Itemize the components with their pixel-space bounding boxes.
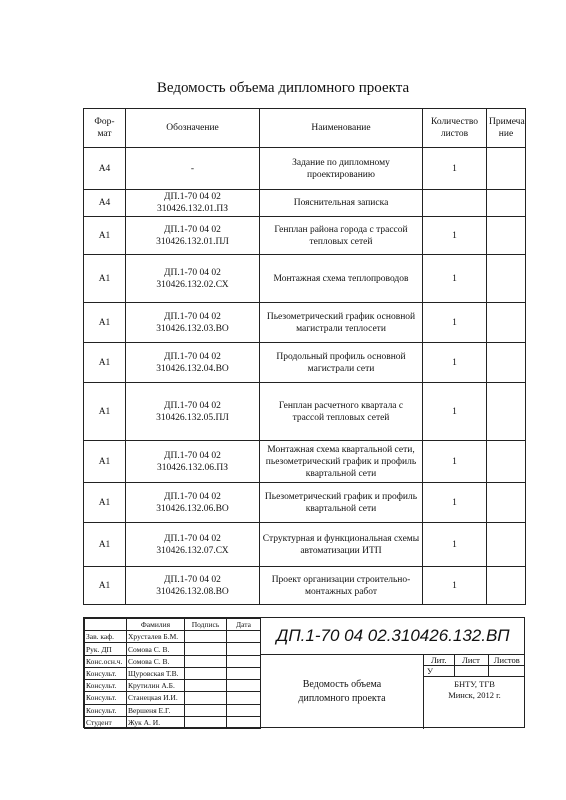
sig-surname: Сомова С. В. [127,643,185,655]
document-title: Ведомость объема дипломного проекта [156,80,410,96]
sig-date [227,716,261,728]
sig-header-date: Дата [227,619,261,631]
sig-signature [185,692,227,704]
table-row [84,148,526,190]
sig-date [227,655,261,667]
signature-row [85,680,261,692]
sig-date [227,680,261,692]
sig-surname: Вершеня Е.Г. [127,704,185,716]
sig-role: Зав. каф. [85,631,127,643]
sig-role: Консульт. [85,704,127,716]
sig-surname: Жук А. И. [127,716,185,728]
cell-note [487,483,526,523]
sig-header-role [85,619,127,631]
document-code: ДП.1-70 04 02.310426.132.ВП [260,618,525,655]
signature-row [85,655,261,667]
sig-role: Консульт. [85,692,127,704]
table-row [84,255,526,303]
organization [424,679,525,701]
signature-row [85,704,261,716]
cell-designation: ДП.1-70 04 02 310426.132.08.ВО [126,567,260,605]
cell-designation: ДП.1-70 04 02 310426.132.06.ПЗ [126,441,260,483]
cell-designation: ДП.1-70 04 02 310426.132.06.ВО [126,483,260,523]
table-row [84,383,526,441]
table-row [84,303,526,343]
sig-date [227,667,261,679]
cell-format: А1 [84,343,126,383]
header-designation: Обозначение [126,109,260,148]
table-row [84,483,526,523]
cell-sheets: 1 [423,567,487,605]
sig-surname: Крутилин А.Б. [127,680,185,692]
cell-designation: ДП.1-70 04 02 310426.132.07.СХ [126,523,260,567]
sig-signature [185,704,227,716]
table-row [84,567,526,605]
sig-role: Конс.осн.ч. [85,655,127,667]
cell-format: А1 [84,441,126,483]
sig-date [227,643,261,655]
cell-sheets: 1 [423,255,487,303]
header-sheets: Количество листов [423,109,487,148]
cell-format: А4 [84,148,126,190]
cell-sheets: 1 [423,303,487,343]
cell-sheets: 1 [423,217,487,255]
cell-name: Пьезометрический график основной магистрали теплосети [260,303,423,343]
cell-note [487,303,526,343]
signature-row [85,631,261,643]
sheets-value [488,666,525,677]
cell-name: Продольный профиль основной магистрали сети [260,343,423,383]
lit-label: Лит. [424,655,454,666]
signature-row [85,643,261,655]
cell-format: А1 [84,567,126,605]
cell-designation: ДП.1-70 04 02 310426.132.03.ВО [126,303,260,343]
header-note: Примеча ние [487,109,526,148]
cell-format: А1 [84,383,126,441]
sig-signature [185,716,227,728]
signature-table [84,618,261,729]
cell-name: Генплан расчетного квартала с трассой тепловых сетей [260,383,423,441]
cell-note [487,190,526,217]
cell-note [487,441,526,483]
cell-designation: ДП.1-70 04 02 310426.132.01.ПЛ [126,217,260,255]
sig-role: Консульт. [85,667,127,679]
sig-date [227,692,261,704]
cell-designation: ДП.1-70 04 02 310426.132.05.ПЛ [126,383,260,441]
sig-signature [185,655,227,667]
cell-name: Монтажная схема теплопроводов [260,255,423,303]
table-row [84,441,526,483]
document-name [260,655,423,729]
sheet-label: Лист [454,655,488,666]
sig-surname: Станецкая И.И. [127,692,185,704]
cell-name: Задание по дипломному проектированию [260,148,423,190]
sig-signature [185,643,227,655]
sig-role: Рук. ДП [85,643,127,655]
signature-row [85,716,261,728]
cell-name: Структурная и функциональная схемы автоматизации ИТП [260,523,423,567]
cell-format: А1 [84,255,126,303]
cell-sheets: 1 [423,343,487,383]
table-row [84,523,526,567]
org-line-1: БНТУ, ТГВ [454,679,495,689]
sig-surname: Сомова С. В. [127,655,185,667]
cell-note [487,148,526,190]
cell-note [487,567,526,605]
cell-note [487,343,526,383]
sig-header-surname: Фамилия [127,619,185,631]
sheet-info-table [424,655,525,677]
volume-table [83,108,526,605]
cell-format: А1 [84,523,126,567]
header-name: Наименование [260,109,423,148]
cell-format: А4 [84,190,126,217]
cell-note [487,523,526,567]
cell-note [487,217,526,255]
sig-role: Студент [85,716,127,728]
header-format: Фор- мат [84,109,126,148]
signature-row [85,667,261,679]
title-block [83,617,525,728]
cell-designation: ДП.1-70 04 02 310426.132.01.ПЗ [126,190,260,217]
table-row [84,217,526,255]
cell-format: А1 [84,303,126,343]
table-row [84,343,526,383]
cell-name: Монтажная схема квартальной сети, пьезометрический график и профиль квартальной сети [260,441,423,483]
cell-name: Пояснительная записка [260,190,423,217]
cell-designation: ДП.1-70 04 02 310426.132.02.СХ [126,255,260,303]
table-header-row [84,109,526,148]
cell-designation: ДП.1-70 04 02 310426.132.04.ВО [126,343,260,383]
sig-header-signature: Подпись [185,619,227,631]
cell-sheets: 1 [423,523,487,567]
sig-date [227,704,261,716]
table-row [84,190,526,217]
sig-surname: Щуровская Т.В. [127,667,185,679]
cell-sheets: 1 [423,483,487,523]
cell-sheets: 1 [423,148,487,190]
cell-sheets: 1 [423,383,487,441]
cell-name: Пьезометрический график и профиль квартальной сети [260,483,423,523]
org-line-2: Минск, 2012 г. [448,690,501,700]
cell-sheets: 1 [423,441,487,483]
lit-value: У [424,666,454,677]
cell-note [487,255,526,303]
sheet-info [423,655,525,729]
cell-format: А1 [84,483,126,523]
cell-note [487,383,526,441]
sig-signature [185,667,227,679]
sheets-label: Листов [488,655,525,666]
sig-signature [185,631,227,643]
cell-designation: - [126,148,260,190]
cell-name: Генплан района города с трассой тепловых сетей [260,217,423,255]
cell-name: Проект организации строительно-монтажных работ [260,567,423,605]
cell-sheets [423,190,487,217]
cell-format: А1 [84,217,126,255]
sig-surname: Хрусталев Б.М. [127,631,185,643]
sig-date [227,631,261,643]
signature-row [85,692,261,704]
sig-role: Консульт. [85,680,127,692]
sheet-value [454,666,488,677]
document-name-text: Ведомость объема дипломного проекта [298,679,386,704]
signature-header-row [85,619,261,631]
sig-signature [185,680,227,692]
